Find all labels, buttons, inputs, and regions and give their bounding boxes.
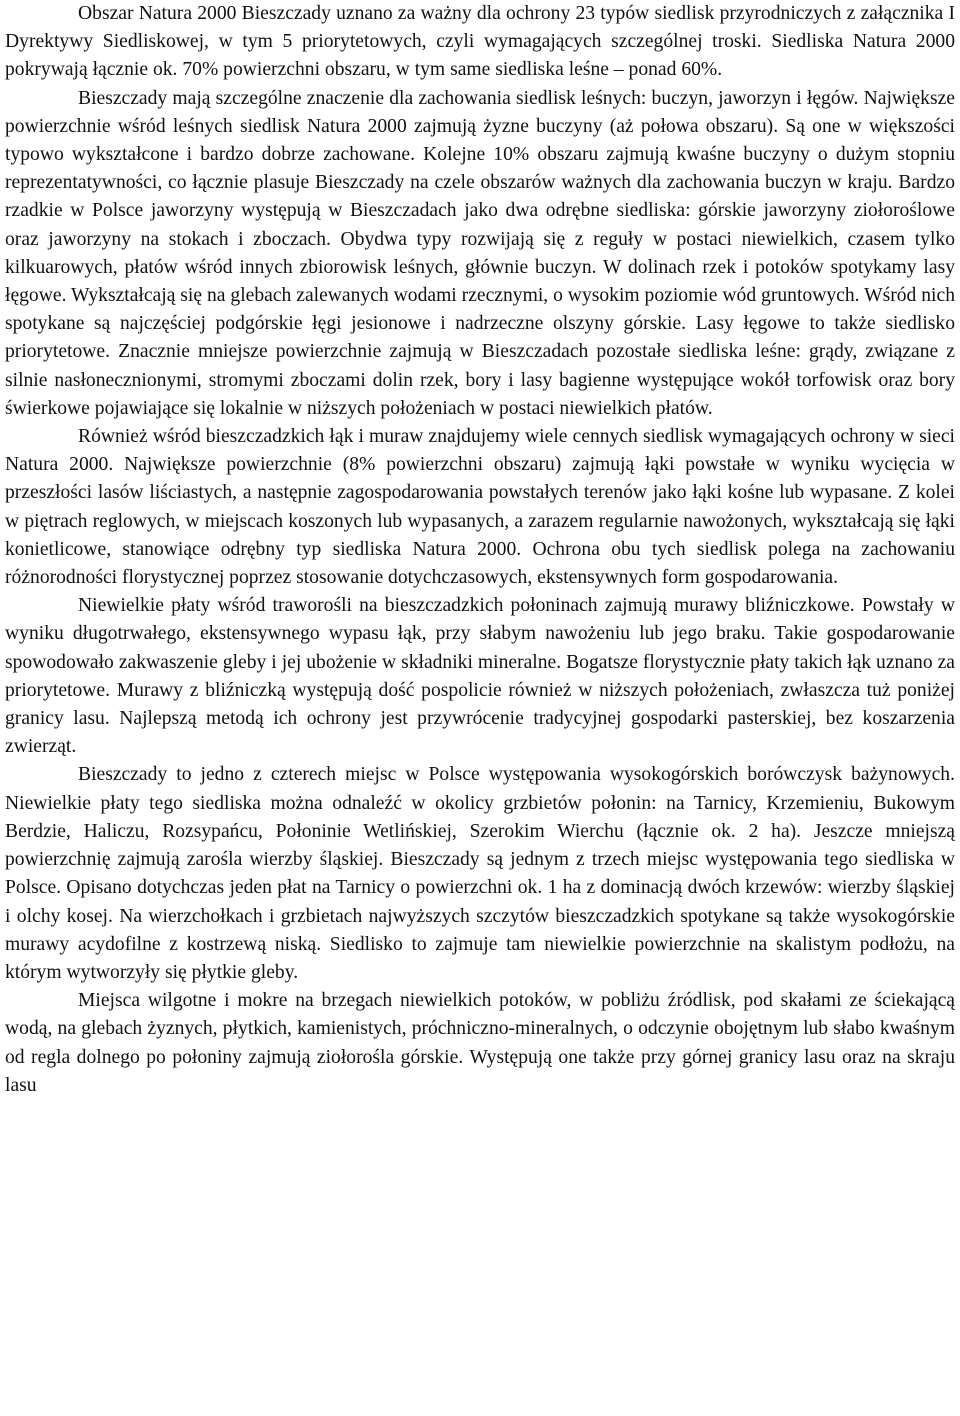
paragraph-natura-overview: Obszar Natura 2000 Bieszczady uznano za ważny dla ochrony 23 typów siedlisk przyrodniczych z załącznika I Dyrektywy Siedliskowej, w tym 5 priorytetowych, czyli wymagających szczególnej troski. Siedliska Natura 2000 pokrywają łącznie ok. 70% powierzchni obszaru, w tym same siedliska leśne – ponad 60%.	[5, 3, 955, 81]
paragraph-tall-herbs: Miejsca wilgotne i mokre na brzegach niewielkich potoków, w pobliżu źródlisk, pod skałami ze ściekającą wodą, na glebach żyznych, płytkich, kamienistych, próchniczno-mineralnych, o odczynie obojętnym lub słabo kwaśnym od regla dolnego po połoniny zajmują ziołorośla górskie. Występują one także przy górnej granicy lasu oraz na skraju lasu	[5, 990, 955, 1096]
paragraph-matgrass-swards: Niewielkie płaty wśród traworośli na bieszczadzkich połoninach zajmują murawy bliźniczkowe. Powstały w wyniku długotrwałego, ekstensywnego wypasu łąk, przy słabym nawożeniu lub jego braku. Takie gospodarowanie spowodowało zakwaszenie gleby i jej ubożenie w składniki mineralne. Bogatsze florystycznie płaty takich łąk uznano za priorytetowe. Murawy z bliźniczką występują dość pospolicie również w niższych położeniach, zwłaszcza tuż poniżej granicy lasu. Najlepszą metodą ich ochrony jest przywrócenie tradycyjnej gospodarki pasterskiej, bez koszarzenia zwierząt.	[5, 595, 955, 758]
paragraph-meadows: Również wśród bieszczadzkich łąk i muraw znajdujemy wiele cennych siedlisk wymagających ochrony w sieci Natura 2000. Największe powierzchnie (8% powierzchni obszaru) zajmują łąki powstałe w wyniku wycięcia w przeszłości lasów liściastych, a następnie zagospodarowania powstałych terenów jako łąki kośne lub wypasane. Z kolei w piętrach reglowych, w miejscach koszonych lub wypasanych, a zarazem regularnie nawożonych, wykształcają się łąki konietlicowe, stanowiące odrębny typ siedliska Natura 2000. Ochrona obu tych siedlisk polega na zachowaniu różnorodności florystycznej poprzez stosowanie dotychczasowych, ekstensywnych form gospodarowania.	[5, 426, 955, 589]
document-page	[5, 0, 955, 1100]
paragraph-forest-habitats: Bieszczady mają szczególne znaczenie dla zachowania siedlisk leśnych: buczyn, jaworzyn i łęgów. Największe powierzchnie wśród leśnych siedlisk Natura 2000 zajmują żyzne buczyny (aż połowa obszaru). Są one w większości typowo wykształcone i bardzo dobrze zachowane. Kolejne 10% obszaru zajmują kwaśne buczyny o dużym stopniu reprezentatywności, co łącznie plasuje Bieszczady na czele obszarów ważnych dla zachowania buczyn w kraju. Bardzo rzadkie w Polsce jaworzyny występują w Bieszczadach jako dwa odrębne siedliska: górskie jaworzyny ziołoroślowe oraz jaworzyny na stokach i zboczach. Obydwa typy rozwijają się z reguły w postaci niewielkich, czasem tylko kilkuarowych, płatów wśród innych zbiorowisk leśnych, głównie buczyn. W dolinach rzek i potoków spotykamy lasy łęgowe. Wykształcają się na glebach zalewanych wodami rzecznymi, o wysokim poziomie wód gruntowych. Wśród nich spotykane są najczęściej podgórskie łęgi jesionowe i nadrzeczne olszyny górskie. Lasy łęgowe to także siedlisko priorytetowe. Znacznie mniejsze powierzchnie zajmują w Bieszczadach pozostałe siedliska leśne: grądy, związane z silnie nasłonecznionymi, stromymi zboczami dolin rzek, bory i lasy bagienne występujące wokół torfowisk oraz bory świerkowe pojawiające się lokalnie w niższych położeniach w postaci niewielkich płatów.	[5, 87, 955, 419]
paragraph-alpine-heaths: Bieszczady to jedno z czterech miejsc w Polsce występowania wysokogórskich borówczysk bażynowych. Niewielkie płaty tego siedliska można odnaleźć w okolicy grzbietów połonin: na Tarnicy, Krzemieniu, Bukowym Berdzie, Haliczu, Rozsypańcu, Połoninie Wetlińskiej, Szerokim Wierchu (łącznie ok. 2 ha). Jeszcze mniejszą powierzchnię zajmują zarośla wierzby śląskiej. Bieszczady są jednym z trzech miejsc występowania tego siedliska w Polsce. Opisano dotychczas jeden płat na Tarnicy o powierzchni ok. 1 ha z dominacją dwóch krzewów: wierzby śląskiej i olchy kosej. Na wierzchołkach i grzbietach najwyższych szczytów bieszczadzkich spotykane są także wysokogórskie murawy acydofilne z kostrzewą niską. Siedlisko to zajmuje tam niewielkie powierzchnie na skalistym podłożu, na którym wytworzyły się płytkie gleby.	[5, 764, 955, 983]
